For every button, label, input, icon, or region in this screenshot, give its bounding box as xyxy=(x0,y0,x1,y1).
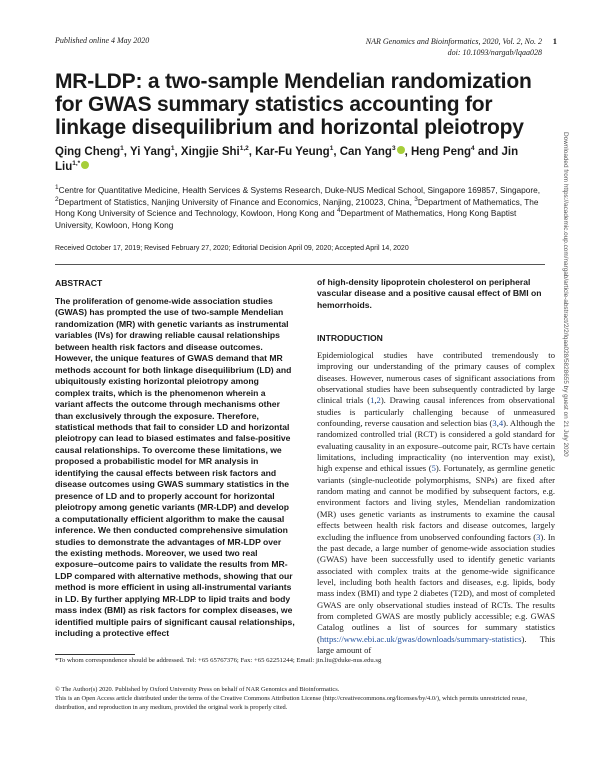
affiliation-text: Centre for Quantitative Medicine, Health Services & Systems Research, Duke-NUS Medical School, Singapore 169857, Singapore, xyxy=(58,185,541,195)
author-name: Can Yang xyxy=(339,146,392,158)
reference-link[interactable]: 3 xyxy=(536,531,541,542)
orcid-icon[interactable] xyxy=(81,161,89,169)
author-affiliation-mark: 1 xyxy=(170,145,175,153)
reference-link[interactable]: 1 xyxy=(370,395,375,406)
affiliation-number: 3 xyxy=(414,195,418,203)
author-name: Heng Peng xyxy=(410,146,472,158)
copyright-notice xyxy=(55,685,550,712)
footnote-divider xyxy=(55,654,135,655)
reference-link[interactable]: 2 xyxy=(376,395,381,406)
affiliation-number: 4 xyxy=(336,207,341,215)
body-text: ). In the past decade, a large number of genome-wide association studies (GWAS) have been successfully used to identify genetic variants associated with complex traits at the genome-wide significance level, including both health factors and diseases, e.g. lipids, body mass index (BMI) and type 2 diabetes (T2D), and most of completed GWAS are only observational studies instead of RCTs. The results from completed GWAS are mostly publicly accessible; e.g. GWAS Catalog outlines a list of sources for summary statistics ( xyxy=(317,531,555,644)
affiliation-text: Department of Mathematics, The Hong Kong University of Science and Technology, Kowloon, Hong Kong and xyxy=(55,196,539,218)
author-name: Yi Yang xyxy=(129,146,171,158)
affiliation-number: 2 xyxy=(55,195,59,203)
body-text: , xyxy=(496,418,499,429)
journal-citation: NAR Genomics and Bioinformatics, 2020, Vol. 2, No. 2 xyxy=(365,37,542,46)
abstract-continuation: of high-density lipoprotein cholesterol on peripheral vascular disease and a positive causal effect of BMI on hemorrhoids. xyxy=(317,277,542,310)
page-number: 1 xyxy=(552,36,557,46)
affiliations xyxy=(55,185,550,231)
body-text: ). Drawing causal inferences from observational studies is particularly challenging because of unmeasured confounding, reverse causation and selection bias ( xyxy=(317,395,555,429)
author-name: Jin Liu xyxy=(55,146,519,173)
journal-header xyxy=(318,36,542,58)
affiliation-text: Department of Mathematics, Hong Kong Baptist University, Kowloon, Hong Kong xyxy=(55,208,517,230)
affiliation-number: 1 xyxy=(55,184,59,192)
author-affiliation-mark: 1 xyxy=(120,145,124,153)
introduction-text xyxy=(317,350,555,656)
copyright-line: © The Author(s) 2020. Published by Oxford University Press on behalf of NAR Genomics and Bioinformatics. xyxy=(55,686,340,693)
header-divider xyxy=(55,264,545,265)
reference-link[interactable]: 3 xyxy=(492,418,497,429)
author-name: Kar-Fu Yeung xyxy=(255,146,330,158)
abstract-heading: ABSTRACT xyxy=(55,278,103,288)
orcid-icon[interactable] xyxy=(397,146,405,154)
reference-link[interactable]: 4 xyxy=(498,418,504,429)
correspondence-footnote: *To whom correspondence should be addressed. Tel: +65 65767376; Fax: +65 62251244; Email: jin.liu@duke-nus.edu.sg xyxy=(55,657,382,664)
author-affiliation-mark: 3 xyxy=(391,145,396,153)
published-date: Published online 4 May 2020 xyxy=(55,36,150,45)
body-text: ). Although the randomized controlled trial (RCT) is considered a gold standard for evaluating causality in an exposure–outcome pair, RCTs have certain limitations, including impracticality (no intervention may exist), high expense and ethical issues ( xyxy=(317,418,555,474)
body-text: Epidemiological studies have contributed tremendously to improving our understanding of the primary causes of complex diseases. However, numerous cases of significant associations from observational studies have been subsequently contradicted by large clinical trials ( xyxy=(317,350,555,406)
author-name: Xingjie Shi xyxy=(180,146,240,158)
license-text: This is an Open Access article distributed under the terms of the Creative Commons Attribution License (http://creativecommons.org/licenses/by/4.0/), which permits unrestricted reuse, distribution, and reproduction in any medium, provided the original work is properly cited. xyxy=(55,695,527,711)
author-list: Qing Cheng$^1$, Yi Yang$^1$, Xingjie Shi$^{1,2}$, Kar-Fu Yeung$^1$, Can Yang$^3$ , Heng Peng$^4$ and Jin Liu$^{1,*}$ xyxy=(55,145,519,173)
body-text: ). Fortunately, as germline genetic variants (single-nucleotide polymorphisms, SNPs) are fixed after random mating and cannot be modified by subsequent factors, e.g. environment factors and living styles, Mendelian randomization (MR) uses genetic variants as instruments to examine the causal effects between health risk factors and disease outcomes, largely excluding the influence from unobserved confounding factors ( xyxy=(317,463,555,542)
author-affiliation-mark: 1,* xyxy=(72,160,81,168)
body-text: ). This large amount of xyxy=(317,633,555,655)
download-stamp: Downloaded from https://academic.oup.com/nargab/article-abstract/2/2/lqaa028/5828655 by guest on 21 July 2020 xyxy=(562,132,569,457)
author-name: Qing Cheng xyxy=(55,146,121,158)
article-title: MR-LDP: a two-sample Mendelian randomization for GWAS summary statistics accounting for linkage disequilibrium and horizontal pleiotropy xyxy=(55,70,532,139)
author-affiliation-mark: 4 xyxy=(471,145,475,153)
affiliation-text: Department of Statistics, Nanjing University of Finance and Economics, Nanjing, 210023, China, xyxy=(58,196,415,207)
author-affiliation-mark: 1 xyxy=(329,145,334,153)
author-affiliation-mark: 1,2 xyxy=(239,145,249,153)
reference-link[interactable]: 5 xyxy=(431,463,436,474)
article-dates: Received October 17, 2019; Revised February 27, 2020; Editorial Decision April 09, 2020; Accepted April 14, 2020 xyxy=(55,245,409,252)
body-text: , xyxy=(374,395,377,406)
reference-link[interactable]: https://www.ebi.ac.uk/gwas/downloads/summary-statistics xyxy=(319,633,522,644)
abstract-text: The proliferation of genome-wide association studies (GWAS) has prompted the use of two-sample Mendelian randomization (MR) with genetic variants as instrumental variables (IVs) for drawing reliable causal relationships between health risk factors and disease outcomes. However, the unique features of GWAS demand that MR methods account for both linkage disequilibrium (LD) and ubiquitously existing horizontal pleiotropy among complex traits, which is the phenomenon wherein a variant affects the outcome through mechanisms other than exclusively through the exposure. Therefore, statistical methods that fail to consider LD and horizontal pleiotropy can lead to biased estimates and false-positive causal relationships. To overcome these limitations, we proposed a probabilistic model for MR analysis in identifying the causal effects between risk factors and disease outcomes using GWAS summary statistics in the presence of LD and to properly account for horizontal pleiotropy among genetic variants (MR-LDP) and develop a computationally efficient algorithm to make the causal inference. We then conducted comprehensive simulation studies to demonstrate the advantages of MR-LDP over the existing methods. Moreover, we used two real exposure–outcome pairs to validate the results from MR-LDP compared with alternative methods, showing that our method is more efficient in using all-instrumental variants in LD. By further applying MR-LDP to lipid traits and body mass index (BMI) as risk factors for complex diseases, we identified multiple pairs of significant causal relationships, including a protective effect xyxy=(55,296,295,639)
doi-link[interactable]: doi: 10.1093/nargab/lqaa028 xyxy=(447,48,542,57)
introduction-heading: INTRODUCTION xyxy=(317,333,383,343)
